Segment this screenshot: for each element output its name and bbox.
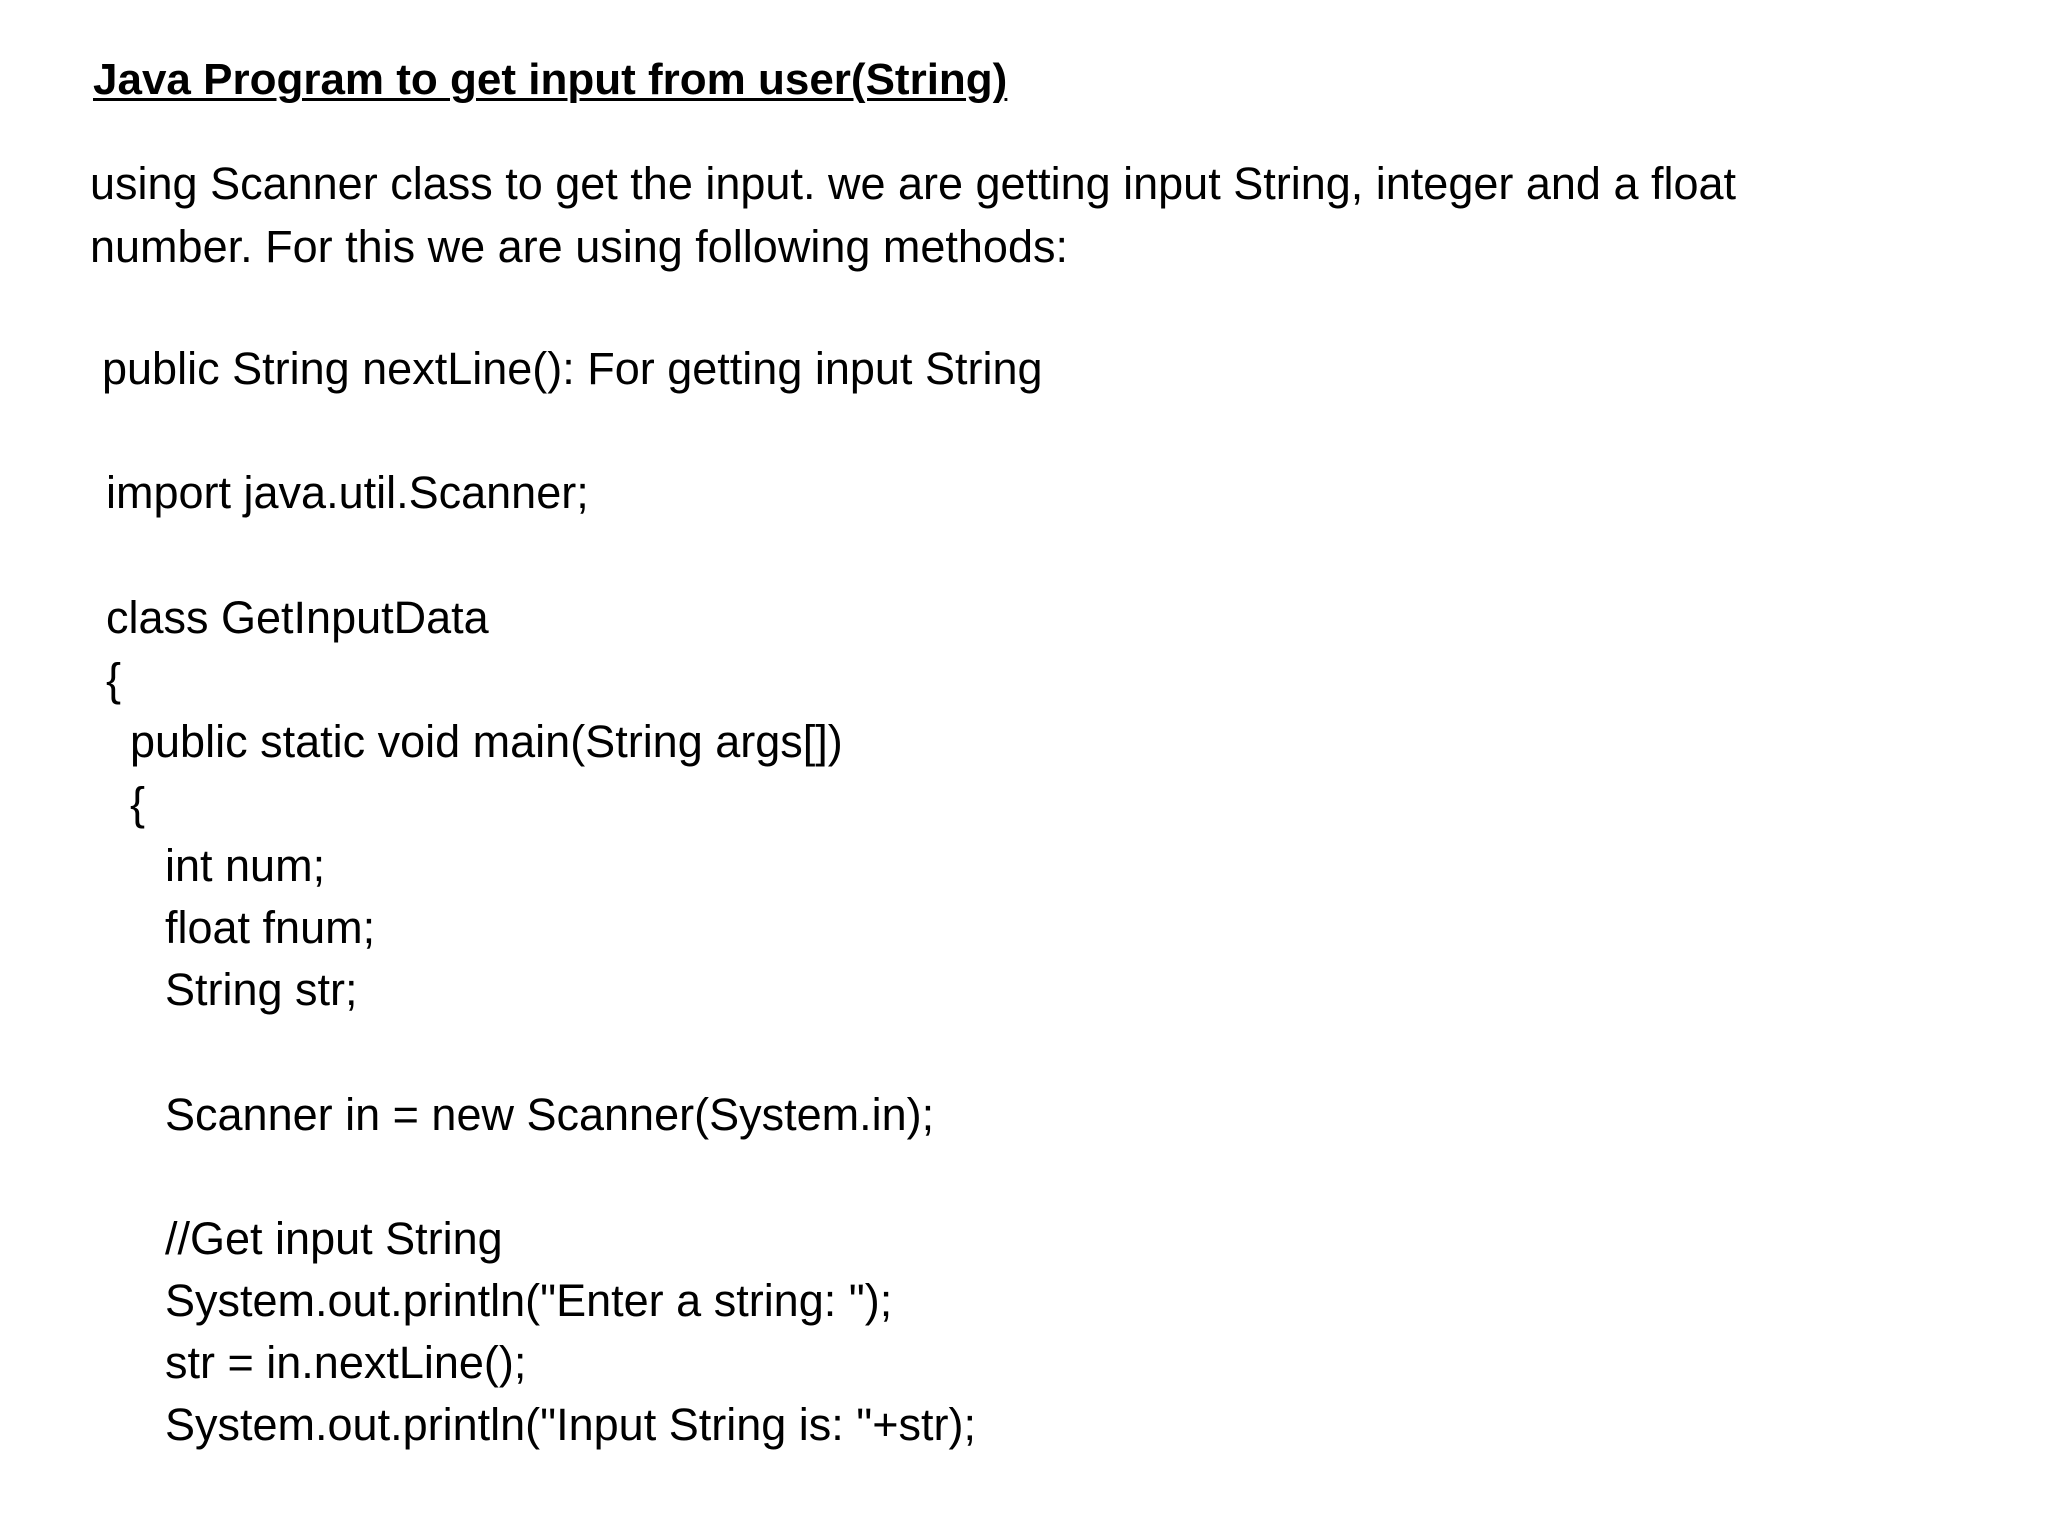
code-line-print-prompt: System.out.println("Enter a string: "); <box>165 1275 893 1326</box>
code-line-comment: //Get input String <box>165 1213 503 1264</box>
code-line-class: class GetInputData <box>106 592 489 643</box>
code-line-main-brace: { <box>130 778 146 829</box>
intro-paragraph <box>90 152 1970 278</box>
method-description: public String nextLine(): For getting input String <box>102 343 1043 394</box>
code-line-print-result: System.out.println("Input String is: "+str); <box>165 1399 976 1450</box>
code-line-main: public static void main(String args[]) <box>130 716 843 767</box>
page-title: Java Program to get input from user(String) <box>93 55 1008 104</box>
intro-line-1: using Scanner class to get the input. we are getting input String, integer and a float <box>90 158 1737 209</box>
code-line-scanner: Scanner in = new Scanner(System.in); <box>165 1089 935 1140</box>
code-line-readline: str = in.nextLine(); <box>165 1337 527 1388</box>
intro-line-2: number. For this we are using following methods: <box>90 221 1068 272</box>
code-line-import: import java.util.Scanner; <box>106 467 589 518</box>
code-line-string: String str; <box>165 964 358 1015</box>
code-line-open-brace: { <box>106 654 122 705</box>
code-line-int: int num; <box>165 840 326 891</box>
code-line-float: float fnum; <box>165 902 376 953</box>
